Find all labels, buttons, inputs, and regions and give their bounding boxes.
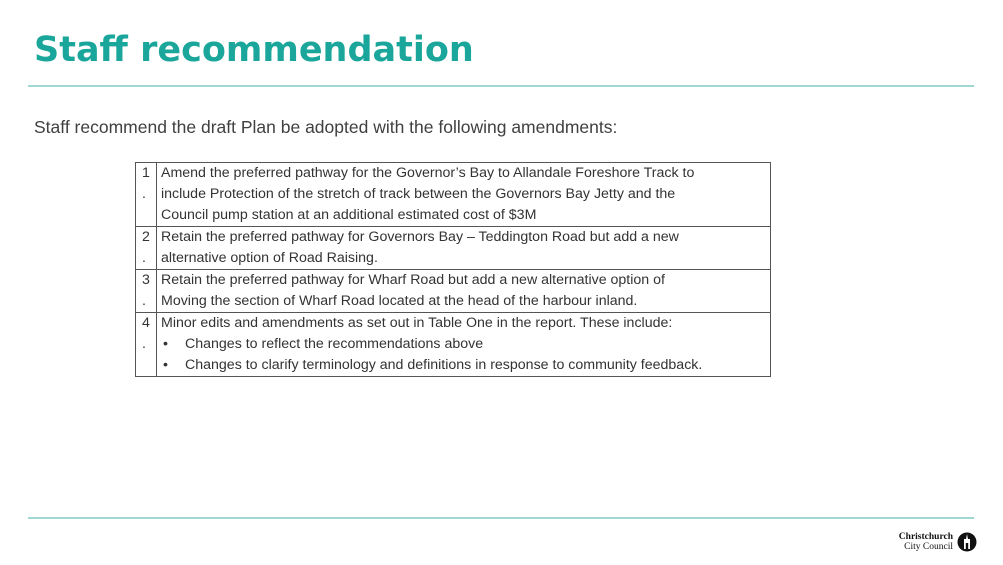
row-text-line: Council pump station at an additional estimated cost of $3M [161,207,537,223]
row-number-cell: 1 . [136,163,157,227]
top-divider [28,85,974,87]
row-number-cell: 2 . [136,227,157,270]
list-item: • Changes to reflect the recommendations above [161,334,766,355]
row-text-cell [157,313,771,377]
row-number-cell: 4 . [136,313,157,377]
row-text-line: include Protection of the stretch of track between the Governors Bay Jetty and the [161,186,676,202]
row-text-line: Moving the section of Wharf Road located at the head of the harbour inland. [161,293,638,309]
table-row [136,163,771,227]
council-logo [899,532,977,552]
row-text-line: Retain the preferred pathway for Governors Bay – Teddington Road but add a new [161,229,679,245]
bullet-icon: • [163,357,168,373]
row-text-line: Amend the preferred pathway for the Governor’s Bay to Allandale Foreshore Track to [161,165,695,181]
slide-subtitle: Staff recommend the draft Plan be adopted with the following amendments: [34,117,618,137]
list-item: • Changes to clarify terminology and definitions in response to community feedback. [161,355,766,376]
slide-title: Staff recommendation [34,30,474,70]
row-text-cell [157,163,771,227]
bullet-list [161,334,766,376]
table-row [136,227,771,270]
row-text-line: Minor edits and amendments as set out in Table One in the report. These include: [161,315,673,331]
row-text-line: Retain the preferred pathway for Wharf Road but add a new alternative option of [161,272,665,288]
row-text-cell [157,227,771,270]
table-row [136,270,771,313]
bottom-divider [28,517,974,519]
table-row [136,313,771,377]
logo-text: Christchurch City Council [898,532,953,552]
bullet-icon: • [163,336,168,352]
row-text-line: alternative option of Road Raising. [161,250,378,266]
row-text-cell [157,270,771,313]
amendments-table [135,162,771,377]
row-number-cell: 3 . [136,270,157,313]
cathedral-icon [957,532,977,552]
